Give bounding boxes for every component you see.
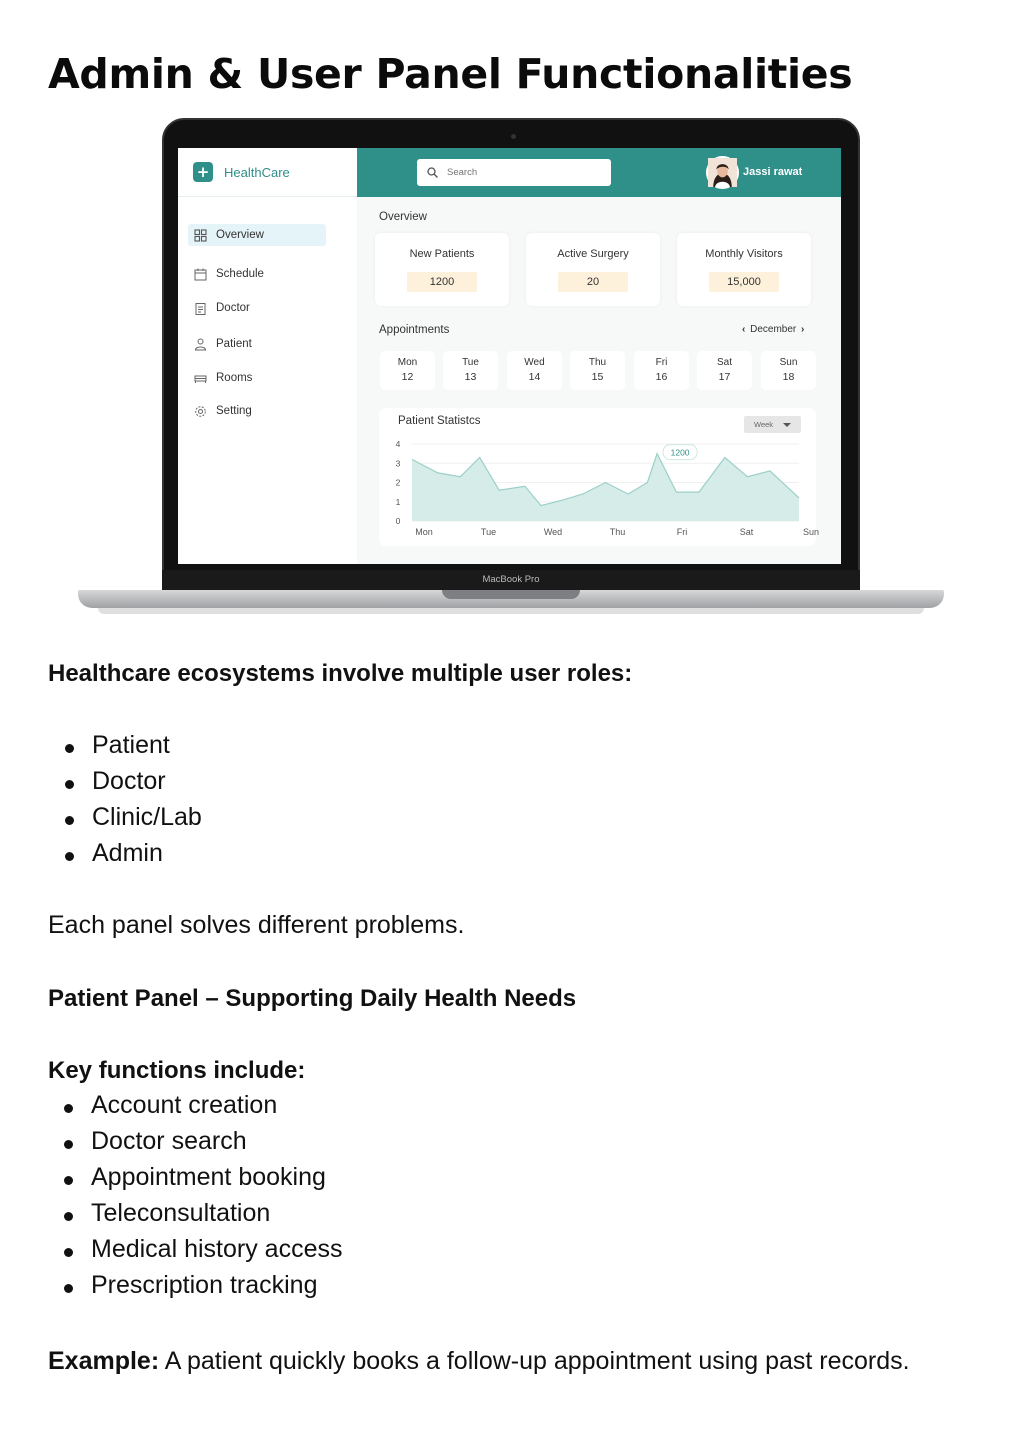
brand-name: HealthCare [224, 164, 290, 180]
sidebar [178, 148, 357, 564]
day-name: Fri [655, 357, 668, 368]
day-name: Sun [779, 357, 798, 368]
x-tick-label: Sun [802, 527, 820, 537]
list-item: Admin [92, 839, 163, 867]
list-item: Clinic/Lab [92, 803, 202, 831]
caret-down-icon [783, 423, 791, 427]
x-tick-label: Wed [543, 527, 563, 537]
day-name: Sat [716, 357, 732, 368]
chevron-left-icon[interactable]: ‹ [742, 324, 746, 335]
annotation-label: 1200 [670, 447, 690, 458]
page-title: Admin & User Panel Functionalities [48, 50, 853, 98]
day-cell[interactable] [507, 351, 562, 390]
stat-card-active-surgery[interactable] [526, 233, 660, 306]
avatar-portrait [708, 158, 737, 187]
y-tick-label: 0 [395, 516, 401, 526]
stat-value: 20 [558, 272, 628, 292]
camera-icon [511, 134, 516, 139]
day-number: 18 [782, 371, 795, 383]
y-tick-label: 1 [395, 496, 401, 507]
device-label: MacBook Pro [482, 574, 540, 585]
day-name: Wed [524, 357, 545, 368]
sidebar-item-schedule[interactable] [188, 263, 326, 285]
top-bar [357, 148, 841, 197]
example-text: A patient quickly books a follow-up appointment using past records. [159, 1347, 910, 1375]
laptop-mockup [78, 118, 944, 620]
sidebar-item-label: Overview [216, 229, 264, 241]
day-cell[interactable] [443, 351, 498, 390]
x-tick-label: Sat [739, 527, 754, 537]
list-item: Medical history access [91, 1235, 343, 1263]
example-label: Example: [48, 1347, 160, 1375]
search-input[interactable] [447, 167, 607, 178]
day-name: Mon [397, 357, 418, 368]
intro-heading: Healthcare ecosystems involve multiple user roles: [48, 660, 633, 687]
laptop-notch [442, 590, 580, 599]
patient-statistics-card [379, 408, 820, 546]
stat-value: 1200 [407, 272, 477, 292]
stat-value: 15,000 [709, 272, 779, 292]
day-number: 16 [655, 371, 668, 383]
plus-icon: + [193, 162, 213, 182]
dashboard-main [357, 148, 841, 564]
list-item: Appointment booking [91, 1163, 326, 1191]
chevron-right-icon[interactable]: › [801, 324, 805, 335]
list-item: Patient [92, 731, 170, 759]
stat-title: Monthly Visitors [705, 248, 783, 260]
day-cell[interactable] [634, 351, 689, 390]
list-item: Doctor search [91, 1127, 247, 1155]
sidebar-item-setting[interactable] [188, 400, 326, 422]
roles-note: Each panel solves different problems. [48, 911, 465, 939]
day-cell[interactable] [697, 351, 752, 390]
search-bar[interactable] [417, 159, 611, 186]
day-number: 15 [591, 371, 604, 383]
period-select-value: Week [754, 420, 774, 429]
day-number: 14 [528, 371, 541, 383]
example-paragraph [48, 1343, 978, 1379]
day-cell[interactable] [761, 351, 816, 390]
list-item: Doctor [92, 767, 166, 795]
day-number: 17 [718, 371, 731, 383]
period-select[interactable] [744, 416, 801, 433]
sidebar-item-overview[interactable] [188, 224, 326, 246]
brand-logo[interactable] [178, 148, 357, 197]
day-number: 13 [464, 371, 477, 383]
overview-label: Overview [379, 211, 427, 223]
laptop-shadow [98, 608, 924, 614]
stat-title: New Patients [409, 248, 475, 260]
sidebar-item-label: Setting [216, 405, 252, 417]
y-tick-label: 4 [395, 439, 401, 449]
patient-panel-heading: Patient Panel – Supporting Daily Health Needs [48, 985, 577, 1012]
day-name: Thu [588, 357, 607, 368]
sidebar-item-doctor[interactable] [188, 297, 326, 319]
search-icon [427, 167, 438, 178]
avatar[interactable] [706, 156, 739, 189]
x-tick-label: Mon [415, 527, 433, 537]
stat-card-new-patients[interactable] [375, 233, 509, 306]
key-functions-heading: Key functions include: [48, 1057, 306, 1084]
stat-card-monthly-visitors[interactable] [677, 233, 811, 306]
day-name: Tue [462, 357, 479, 368]
x-tick-label: Fri [676, 527, 688, 537]
stat-title: Active Surgery [557, 248, 629, 260]
month-label: December [750, 324, 797, 335]
list-item: Prescription tracking [91, 1271, 318, 1299]
grid-icon [194, 229, 207, 242]
list-item: Account creation [91, 1091, 278, 1119]
list-item: Teleconsultation [91, 1199, 271, 1227]
y-tick-label: 2 [395, 477, 401, 488]
day-cell[interactable] [570, 351, 625, 390]
month-navigator [740, 324, 806, 335]
chart-title: Patient Statistcs [398, 415, 481, 427]
day-cell[interactable] [380, 351, 435, 390]
gear-icon [194, 405, 207, 418]
bed-icon [194, 372, 207, 385]
appointments-label: Appointments [379, 324, 450, 336]
sidebar-item-label: Doctor [216, 302, 250, 314]
sidebar-item-patient[interactable] [188, 333, 326, 355]
sidebar-item-label: Patient [216, 338, 252, 350]
day-number: 12 [401, 371, 414, 383]
x-tick-label: Thu [609, 527, 626, 537]
x-tick-label: Tue [480, 527, 497, 537]
dashboard-screen [178, 148, 841, 564]
sidebar-item-label: Schedule [216, 268, 264, 280]
user-name[interactable]: Jassi rawat [743, 166, 803, 178]
sidebar-item-label: Rooms [216, 372, 253, 384]
person-icon [194, 338, 207, 351]
y-tick-label: 3 [395, 458, 401, 469]
clipboard-icon [194, 302, 207, 315]
sidebar-item-rooms[interactable] [188, 367, 326, 389]
calendar-icon [194, 268, 207, 281]
